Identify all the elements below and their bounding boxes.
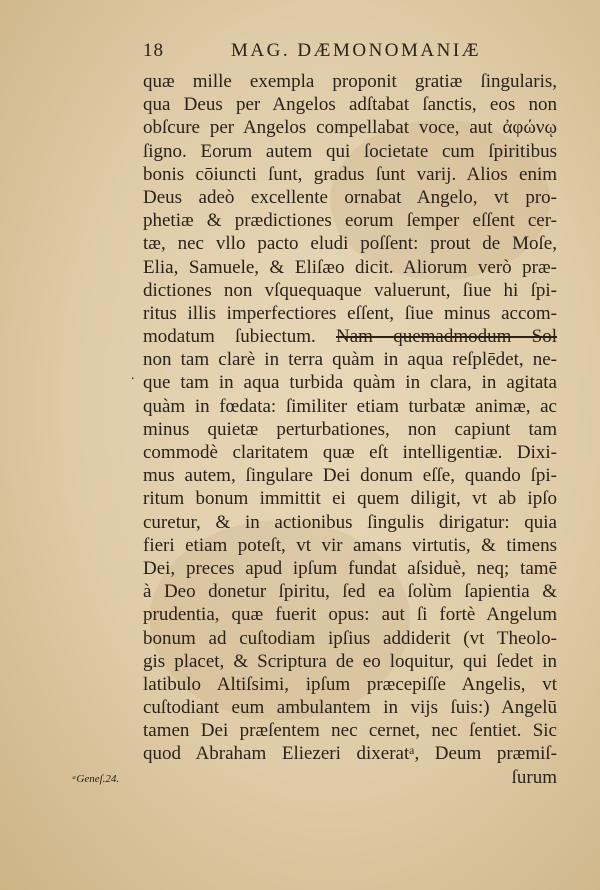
text-line: latibulo Altiſsimi, ipſum præcepiſſe Angelis, vt	[143, 673, 557, 695]
folio-number: 18	[143, 40, 164, 61]
text-line: quod Abraham Eliezeri dixeratᵃ, Deum præmiſ-	[143, 743, 557, 765]
text-line: dictiones non vſquequaque valuerunt, ſiue hi ſpi-	[143, 279, 557, 301]
text-line-with-strikethrough	[143, 325, 557, 348]
text-line: quæ mille exempla proponit gratiæ ſingularis,	[143, 71, 557, 92]
text-line: ritum bonum immittit ei quem diligit, vt ab ipſo	[143, 488, 557, 510]
margin-note: ᵃGeneſ.24.	[72, 773, 120, 785]
running-title: MAG. DÆMONOMANIÆ	[231, 40, 482, 61]
catchword: ſurum	[511, 766, 557, 788]
margin-mark: .	[131, 368, 135, 383]
text-line: tæ, nec vllo pacto eludi poſſent: prout de Moſe,	[143, 233, 557, 255]
text-line: commodè claritatem quæ eſt intelligentiæ. Dixi-	[143, 442, 557, 463]
text-line: fieri etiam poteſt, vt vir amans virtutis, & timens	[143, 534, 557, 556]
text-line: ſigno. Eorum autem qui ſocietate cum ſpiritibus	[143, 140, 557, 162]
text-line: obſcure per Angelos compellabat voce, aut ἀφώνῳ	[143, 117, 557, 139]
text-line: prudentia, quæ fuerit opus: aut ſi fortè Angelum	[143, 604, 557, 626]
text-line: minus quietæ perturbationes, non capiunt tam	[143, 418, 557, 440]
text-line: bonum ad cuſtodiam ipſius addiderit (vt Theolo-	[143, 627, 557, 649]
text-line: tamen Dei præſentem nec cernet, nec ſentiet. Sic	[143, 720, 557, 742]
text-line: qua Deus per Angelos adſtabat ſanctis, eos non	[143, 94, 557, 116]
text-line: que tam in aqua turbida quàm in clara, in agitata	[143, 372, 557, 394]
text-line: à Deo donetur ſpiritu, ſed ea ſolùm ſapientia &	[143, 581, 557, 603]
text-line: gis placet, & Scriptura de eo loquitur, qui ſedet in	[143, 650, 557, 672]
text-line: quàm in fœdata: ſimiliter etiam turbatæ animæ, ac	[143, 395, 557, 417]
text-line: curetur, & in actionibus ſingulis dirigatur: quia	[143, 511, 557, 533]
text-line: non tam clarè in terra quàm in aqua reſplēdet, ne-	[143, 349, 557, 371]
text-line: Elia, Samuele, & Eliſæo dicit. Aliorum verò præ-	[143, 256, 557, 278]
page-header	[143, 40, 551, 64]
text-line: Deus adeò excellente ornabat Angelo, vt pro-	[143, 186, 557, 208]
body-text	[143, 70, 557, 789]
text-line: ritus illis imperfectiores eſſent, ſiue minus accom-	[143, 302, 557, 324]
text-line: mus autem, ſingulare Dei donum eſſe, quando ſpi-	[143, 465, 557, 487]
text-line: bonis cōiuncti ſunt, gradus ſunt varij. Alios enim	[143, 163, 557, 185]
text-line: phetiæ & prædictiones eorum ſemper eſſent cer-	[143, 210, 557, 232]
struck-text: Nam quemadmodum Sol	[336, 326, 557, 348]
text-line: cuſtodiant eum ambulantem in vijs ſuis:) Angelū	[143, 697, 557, 719]
line-prefix: modatum ſubiectum.	[143, 326, 337, 348]
text-line: Dei, preces apud ipſum fundat aſsiduè, neq; tamē	[143, 557, 557, 579]
